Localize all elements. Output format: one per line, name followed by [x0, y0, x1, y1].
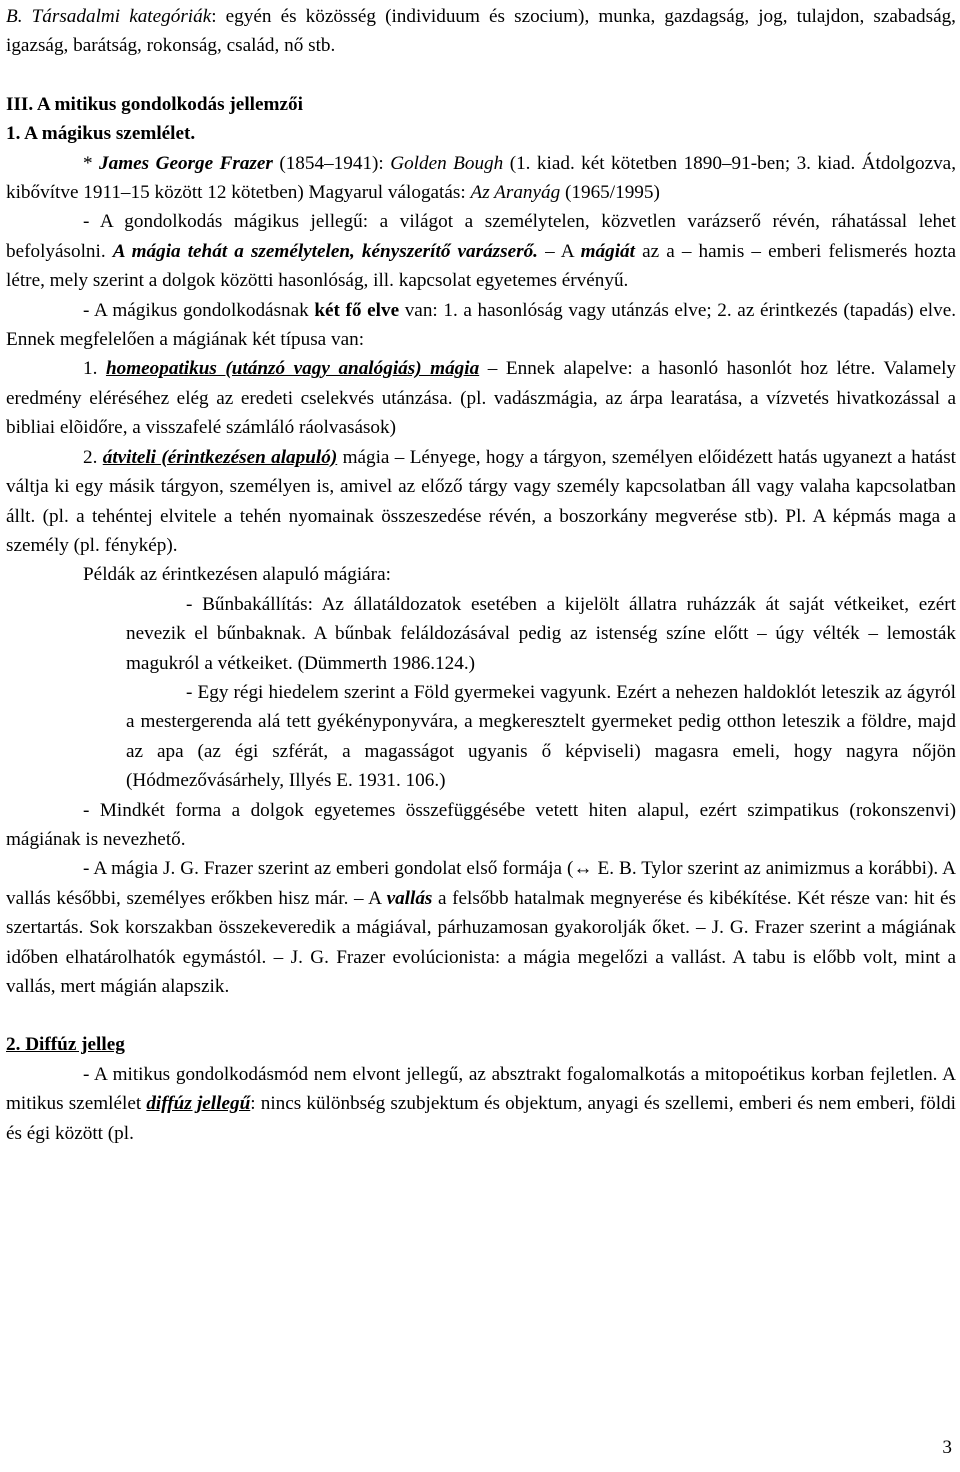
- paragraph-magical-thinking: [6, 207, 956, 295]
- heading-text: 2. Diffúz jelleg: [6, 1034, 125, 1056]
- paragraph-earth-children: - Egy régi hiedelem szerint a Föld gyermekei vagyunk. Ezért a nehezen haldoklót leteszik az ágyról a mestergerenda alá tett gyékényponyvára, a megkeresztelt gyermeket pedig otthon leteszik a földre, majd az apa (az égi szférát, a magasságot ugyanis ő képviseli) magasra emeli, hogy nagyra nőjön (Hódmezővásárhely, Illyés E. 1931. 106.): [126, 681, 956, 792]
- text: – Ennek alapelve: a hasonló hasonlót hoz létre. Valamely eredmény eléréséhez elég az eredeti cselekvés utánzása. (pl. vadászmágia, az árpa learatása, a vízvetés hivatkozással a bibliai elõidőre, a visszafelé számláló ráolvasások): [6, 358, 957, 439]
- text: van: 1. a hasonlóság vagy utánzás elve; 2. az érintkezés (tapadás) elve. Ennek megfelelően a mágiának két típusa van:: [6, 299, 957, 351]
- text: az a – hamis – emberi felismerés hozta létre, mely szerint a dolgok közötti hasonlóság, ill. kapcsolat egyetemes érvényű.: [6, 240, 956, 292]
- contagious-term: átviteli (érintkezésen alapuló): [102, 446, 338, 468]
- text: – A: [537, 240, 581, 262]
- document-page: [6, 2, 956, 1148]
- hungarian-title: Az Aranyág: [470, 182, 561, 204]
- paragraph-contagious-magic: [6, 443, 956, 561]
- list-marker: B.: [6, 6, 32, 27]
- paragraph-scapegoat: - Bűnbakállítás: Az állatáldozatok esetében a kijelölt állatra ruházzák át saját vétkeiket, ezért nevezik el bűnbaknak. A bűnbak feláldozásával pedig az istenség színe előtt – úgy vélték – lemosták magukról a vétkeiket. (Dümmerth 1986.124.): [126, 593, 956, 674]
- edition-info: (1. kiad. két kötetben 1890–91-ben; 3. kiad. Átdolgozva, kibővítve 1911–15 között 12 kötetben) Magyarul válogatás:: [6, 152, 957, 204]
- paragraph-diffuse: [6, 1060, 956, 1148]
- book-title: Golden Bough: [390, 152, 504, 174]
- text: : nincs különbség szubjektum és objektum, anyagi és szellemi, emberi és nem emberi, földi és égi között (pl.: [6, 1093, 956, 1144]
- page-number: 3: [942, 1437, 952, 1458]
- category-text: : egyén és közösség (individuum és szocium), munka, gazdagság, jog, tulajdon, szabadság, igazság, barátság, rokonság, család, nő stb.: [6, 6, 956, 57]
- homeopathic-term: homeopatikus (utánzó vagy analógiás) mágia: [105, 358, 480, 380]
- text: - A gondolkodás mágikus jellegű: a világot a személytelen, közvetlen varázserő révén, ráhatással lehet befolyásolni.: [6, 211, 956, 262]
- hungarian-years: (1965/1995): [560, 182, 660, 204]
- paragraph-homeopathic-magic: [6, 354, 956, 442]
- list-number: 1.: [83, 358, 106, 380]
- author-dates: (1854–1941):: [272, 152, 391, 174]
- definition-bold: A mágia tehát a személytelen, kényszerítő varázserő.: [112, 240, 538, 262]
- paragraph-frazer: [6, 149, 956, 208]
- paragraph-social-categories: [6, 2, 956, 61]
- category-term: Társadalmi kategóriák: [31, 6, 212, 27]
- spacer: [6, 61, 956, 90]
- bullet-asterisk: *: [83, 152, 100, 174]
- list-number: 2.: [83, 446, 103, 468]
- paragraph-magic-religion: [6, 854, 956, 1001]
- diffuse-term: diffúz jellegű: [146, 1093, 251, 1115]
- author-name: James George Frazer: [99, 152, 273, 174]
- religion-term: vallás: [386, 887, 433, 909]
- section-heading-iii: III. A mitikus gondolkodás jellemzői: [6, 93, 303, 115]
- spacer: [6, 1001, 956, 1030]
- text: mágia – Lényege, hogy a tárgyon, személyen előidézett hatás ugyanezt a hatást váltja ki egy másik tárgyon, személyen is, amivel az előző tárgy vagy személy kapcsolatban áll vagy valaha kapcsolatban állt. (pl. a tehéntej elvitele a tehén nyomainak összeszedése révén, a boszorkány megverése stb). Pl. A képmás maga a személy (pl. fénykép).: [6, 446, 957, 556]
- paragraph-examples-intro: Példák az érintkezésen alapuló mágiára:: [83, 564, 391, 586]
- text: - A mágikus gondolkodásnak: [83, 299, 315, 321]
- paragraph-sympathetic: - Mindkét forma a dolgok egyetemes összefüggésébe vetett hiten alapul, ezért szimpatikus (rokonszenvi) mágiának is nevezhető.: [6, 799, 956, 850]
- text: - A mitikus gondolkodásmód nem elvont jellegű, az absztrakt fogalomalkotás a mitopoétikus korban fejletlen. A mitikus szemlélet: [6, 1063, 956, 1115]
- text: - A mágia J. G. Frazer szerint az emberi gondolat első formája (↔ E. B. Tylor szerint az animizmus a korábbi). A vallás későbbi, személyes erőkben hisz már. – A: [6, 858, 956, 909]
- magic-term: mágiát: [580, 240, 635, 262]
- text: a felsőbb hatalmak megnyerése és kibékítése. Két része van: hit és szertartás. Sok korszakban összekeveredik a mágiával, párhuzamosan gyakorolják őket. – J. G. Frazer szerint a mágiának időben elhatárolhatók egymástól. – J. G. Frazer evolúcionista: a mágia megelőzi a vallást. A tabu is előbb volt, mint a vallás, mert mágián alapszik.: [6, 887, 956, 997]
- paragraph-two-principles: [6, 296, 956, 355]
- subsection-heading-magic: 1. A mágikus szemlélet.: [6, 123, 196, 145]
- principles-term: két fő elve: [314, 299, 400, 321]
- subsection-heading-diffuse: [6, 1030, 956, 1059]
